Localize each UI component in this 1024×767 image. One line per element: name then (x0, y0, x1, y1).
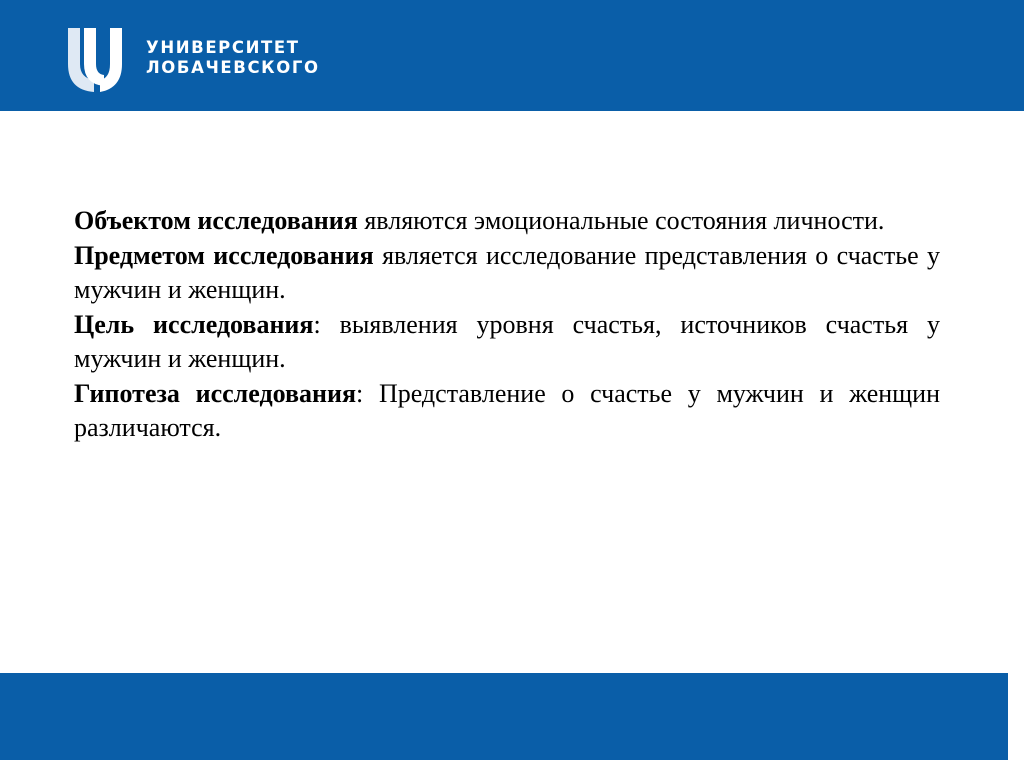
research-description (74, 204, 940, 446)
text-object: являются эмоциональные состояния личности. (357, 206, 885, 235)
term-subject: Предметом исследования (74, 240, 374, 270)
footer-band (0, 673, 1008, 760)
paragraph-goal (74, 308, 940, 377)
header-band (0, 0, 1024, 111)
paragraph-hypothesis (74, 377, 940, 446)
logo-wordmark (146, 38, 320, 78)
text-goal: : выявления уровня счастья, источников счастья у мужчин и женщин. (74, 309, 940, 373)
term-object: Объектом исследования (74, 206, 358, 235)
logo-line-2: ЛОБАЧЕВСКОГО (146, 58, 320, 77)
text-hypothesis: : Представление о счастье у мужчин и женщин различаются. (74, 378, 940, 442)
university-u-logo-icon (62, 24, 132, 94)
logo-line-1: УНИВЕРСИТЕТ (146, 38, 300, 57)
term-goal: Цель исследования (74, 309, 314, 339)
paragraph-subject (74, 239, 940, 308)
paragraph-object (74, 204, 940, 239)
university-logo (62, 24, 322, 94)
term-hypothesis: Гипотеза исследования (74, 378, 357, 408)
text-subject: является исследование представления о счастье у мужчин и женщин. (74, 240, 940, 304)
